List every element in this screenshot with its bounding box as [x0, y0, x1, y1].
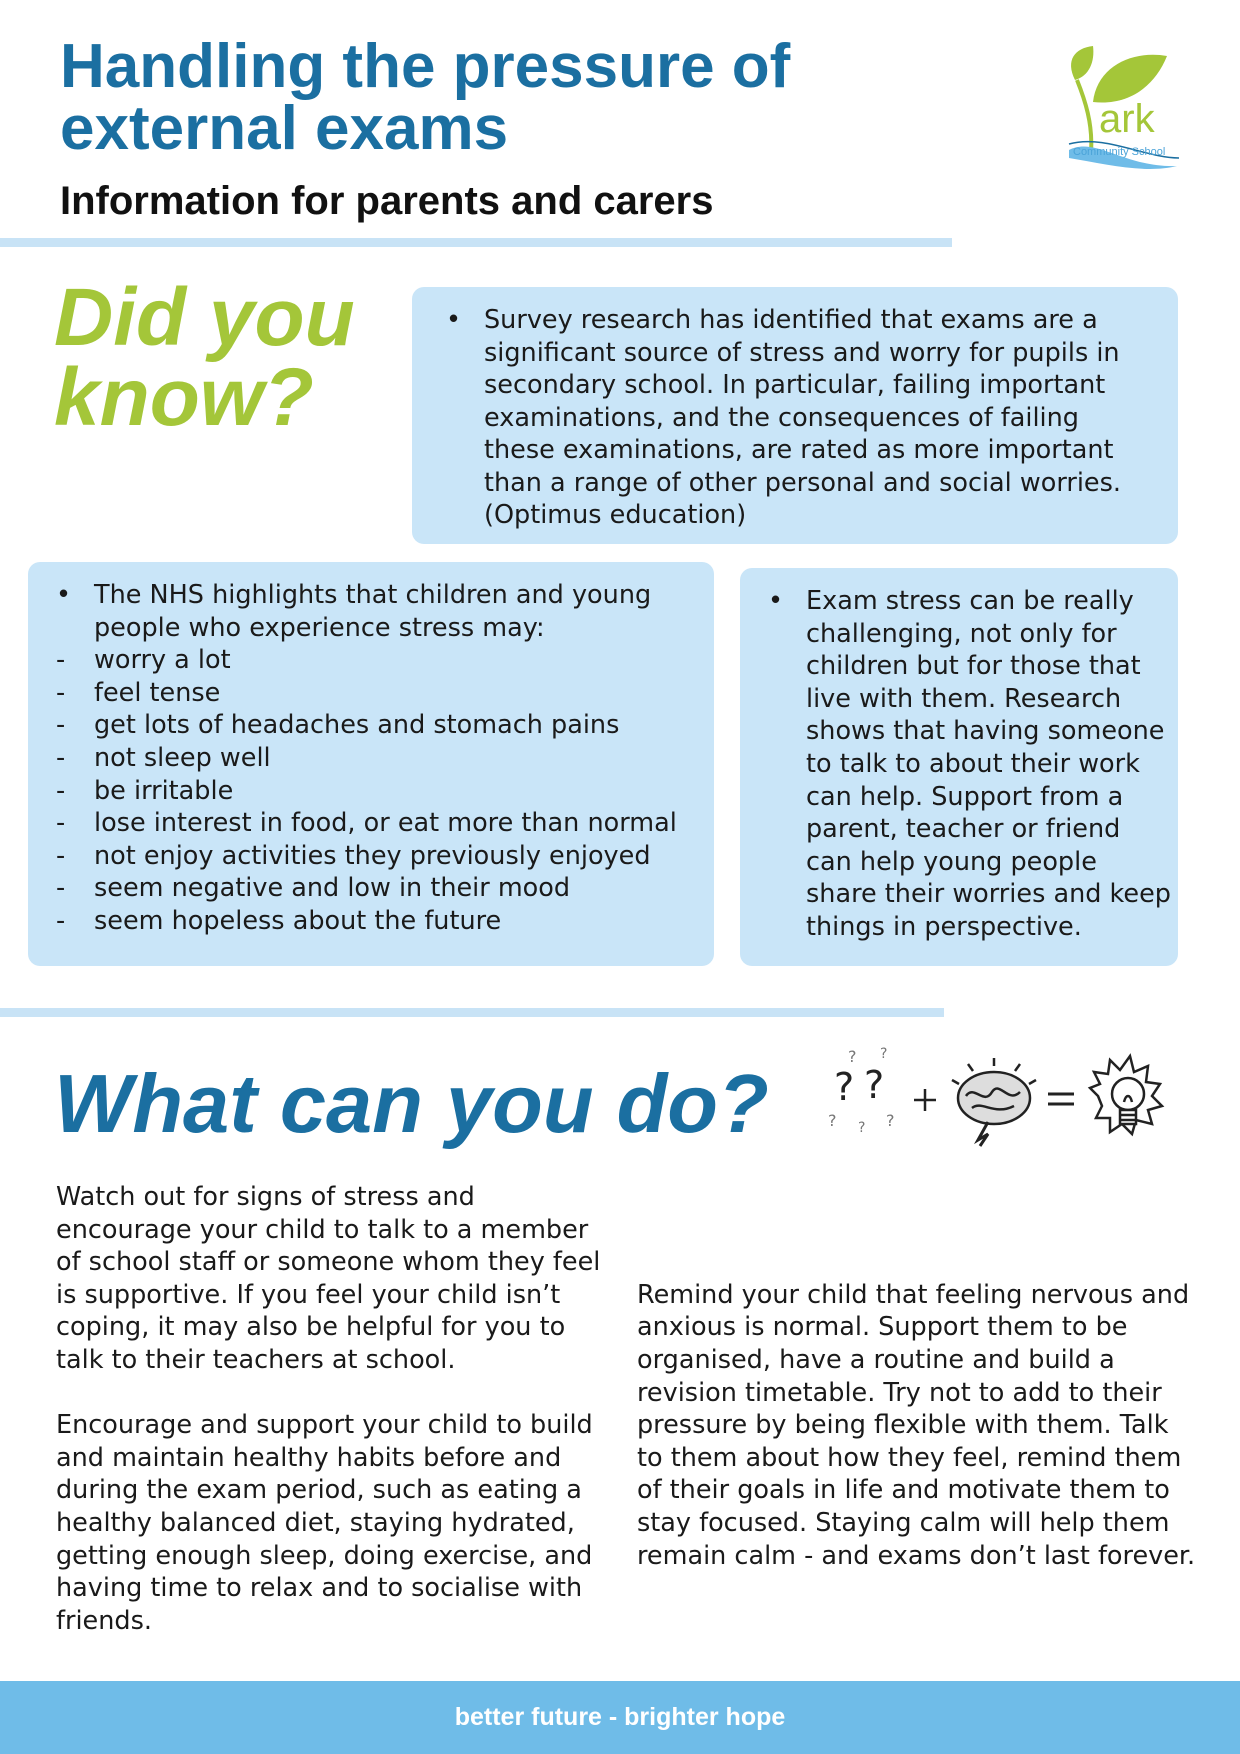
advice-column-right	[637, 1181, 1197, 1572]
advice-paragraph-2: Encourage and support your child to build and maintain healthy habits before and during the exam period, such as eating a healthy balanced diet, staying hydrated, getting enough sleep, doing exercise, and having time to relax and to socialise with friends.	[56, 1410, 593, 1636]
title-line-1: Handling the pressure of	[60, 32, 791, 101]
what-can-you-do-heading: What can you do?	[54, 1057, 769, 1150]
header-divider	[0, 238, 952, 247]
page-title	[60, 32, 791, 163]
logo-text: ark	[1099, 97, 1155, 141]
equation-illustration	[828, 1036, 1200, 1148]
svg-text:?: ?	[880, 1046, 888, 1062]
plus-icon	[914, 1089, 936, 1111]
svg-text:?: ?	[864, 1063, 885, 1107]
advice-paragraph-1: Watch out for signs of stress and encourage your child to talk to a member of school staff or someone whom they feel is supportive. If you feel your child isn’t coping, it may also be helpful for you to talk to their teachers at school.	[56, 1182, 601, 1375]
did-you-know-line-1: Did you	[54, 272, 355, 363]
equals-icon	[1048, 1094, 1074, 1104]
nhs-intro: • The NHS highlights that children and young people who experience stress may:	[38, 579, 704, 644]
question-marks-icon	[828, 1046, 895, 1136]
nhs-list	[38, 579, 704, 938]
lightbulb-icon	[1090, 1056, 1162, 1134]
nhs-info-box	[28, 562, 714, 966]
list-item: - be irritable	[38, 775, 704, 808]
svg-text:?: ?	[828, 1111, 837, 1130]
list-item: - seem hopeless about the future	[38, 905, 704, 938]
support-text: • Exam stress can be really challenging, not only for children but for those that live with them. Research shows that having someone to talk to about their work can help. Support from a parent, teacher or friend can help young people share their worries and keep things in perspective.	[750, 585, 1174, 944]
brain-icon	[952, 1058, 1036, 1146]
park-logo-icon	[1055, 40, 1205, 190]
svg-text:?: ?	[858, 1120, 866, 1136]
school-logo	[1055, 40, 1205, 190]
survey-info-box	[412, 287, 1178, 544]
section-divider	[0, 1008, 944, 1017]
list-item: - not enjoy activities they previously enjoyed	[38, 840, 704, 873]
logo-subtext: Community School	[1073, 146, 1166, 158]
list-item: - lose interest in food, or eat more than normal	[38, 807, 704, 840]
footer-banner: better future - brighter hope	[0, 1681, 1240, 1754]
list-item: - feel tense	[38, 677, 704, 710]
page-subtitle: Information for parents and carers	[60, 179, 714, 223]
svg-text:?: ?	[834, 1065, 855, 1109]
list-item: - get lots of headaches and stomach pains	[38, 709, 704, 742]
svg-text:?: ?	[886, 1111, 895, 1130]
list-item: - worry a lot	[38, 644, 704, 677]
advice-column-left	[56, 1181, 616, 1637]
advice-paragraph-3: Remind your child that feeling nervous and anxious is normal. Support them to be organised, have a routine and build a revision timetable. Try not to add to their pressure by being flexible with them. Talk to them about how they feel, remind them of their goals in life and motivate them to stay focused. Staying calm will help them remain calm - and exams don’t last forever.	[637, 1279, 1196, 1571]
support-info-box	[740, 568, 1178, 966]
title-line-2: external exams	[60, 94, 509, 163]
did-you-know-heading	[54, 272, 355, 443]
survey-text: • Survey research has identified that exams are a significant source of stress and worry for pupils in secondary school. In particular, failing important examinations, and the consequences of failing these examinations, are rated as more important than a range of other personal and social worries. (Optimus education)	[428, 304, 1154, 532]
did-you-know-line-2: know?	[54, 352, 314, 443]
list-item: - not sleep well	[38, 742, 704, 775]
list-item: - seem negative and low in their mood	[38, 872, 704, 905]
svg-text:?: ?	[848, 1047, 857, 1066]
